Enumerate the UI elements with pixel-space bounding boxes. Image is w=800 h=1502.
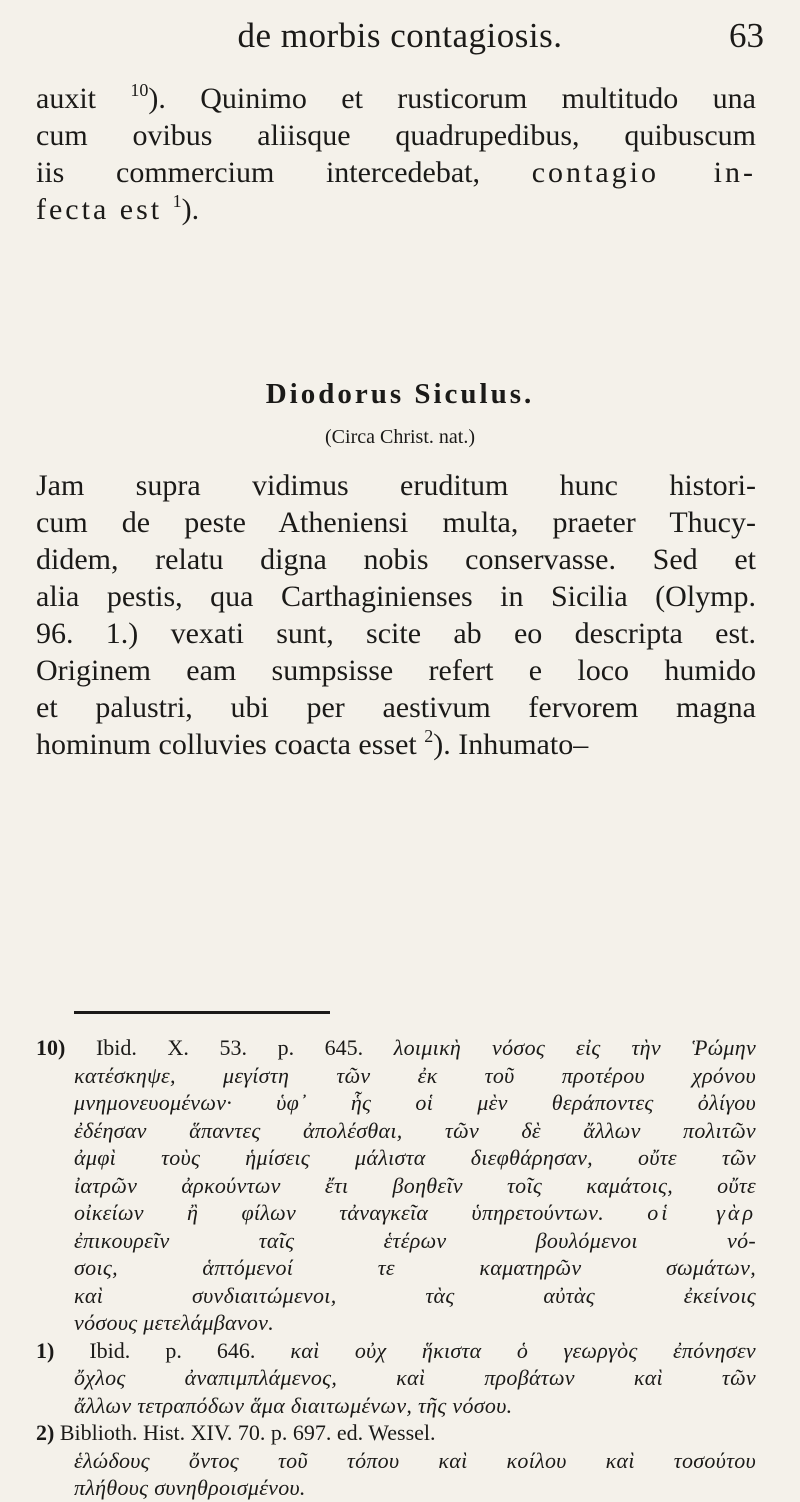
text-line: didem, relatu digna nobis conservasse. Sed et <box>36 543 756 576</box>
paragraph-diodorus <box>36 467 756 763</box>
footnote-ref: 2 <box>424 726 434 746</box>
text-line: cum ovibus aliisque quadrupedibus, quibuscum <box>36 119 756 152</box>
text-line: cum de peste Atheniensi multa, praeter Thucy- <box>36 506 756 539</box>
footnote-ref: 10 <box>130 80 149 100</box>
note-line: μνημονευομένων· ὑφ᾽ ἧς οἱ μὲν θεράποντες ὀλίγου <box>74 1090 756 1115</box>
text-line: Originem eam sumpsisse refert e loco humido <box>36 654 756 687</box>
page-number: 63 <box>729 16 764 55</box>
note-line: ἄλλων τετραπόδων ἅμα διαιτωμένων, τῆς νόσου. <box>74 1392 513 1418</box>
note-line: ἐδέησαν ἅπαντες ἀπολέσθαι, τῶν δὲ ἄλλων πολιτῶν <box>74 1117 756 1143</box>
note-line: καὶ συνδιαιτώμενοι, τὰς αὐτὰς ἐκείνοις <box>74 1282 756 1308</box>
text-line: auxit $^{10}$). Quinimo et rusticorum multitudo una <box>36 80 756 115</box>
note-line: οἰκείων ἢ φίλων τἀναγκεῖα ὑπηρετούντων. οἱ γὰρ <box>74 1200 757 1225</box>
note-line: ἀμφὶ τοὺς ἡμίσεις μάλιστα διεφθάρησαν, οὔτε τῶν <box>74 1145 756 1170</box>
section-subtitle: (Circa Christ. nat.) <box>325 426 475 448</box>
note-line: ἰατρῶν ἀρκούντων ἔτι βοηθεῖν τοῖς καμάτοις, οὔτε <box>74 1172 756 1198</box>
text-line: Jam supra vidimus eruditum hunc histori- <box>36 469 756 502</box>
text-line: hominum colluvies coacta esset $^2$). Inhumato– <box>36 726 589 761</box>
footnote-2 <box>36 1419 756 1502</box>
note-line: σοις, ἁπτόμενοί τε καματηρῶν σωμάτων, <box>74 1255 756 1280</box>
running-title: de morbis contagiosis. <box>237 16 563 55</box>
footnote-ref: 1 <box>172 191 182 211</box>
note-line: 10) Ibid. X. 53. p. 645. λοιμικὴ νόσος εἰς τὴν Ῥώμην <box>36 1035 757 1060</box>
footnote-divider <box>74 1011 330 1014</box>
note-line: 1) Ibid. p. 646. καὶ οὐχ ἥκιστα ὁ γεωργὸς ἐπόνησεν <box>36 1337 756 1363</box>
text-line: iis commercium intercedebat, contagio in- <box>36 156 756 189</box>
running-head <box>0 14 800 64</box>
paragraph-quinimo <box>36 80 756 228</box>
note-line: νόσους μετελάμβανον. <box>74 1310 275 1335</box>
note-line: ἑλώδους ὄντος τοῦ τόπου καὶ κοίλου καὶ τοσούτου <box>74 1447 756 1473</box>
note-line: ἐπικουρεῖν ταῖς ἑτέρων βουλόμενοι νό- <box>74 1227 756 1253</box>
text-line: alia pestis, qua Carthaginienses in Sicilia (Olymp. <box>36 580 756 613</box>
note-line: πλήθους συνηθροισμένου. <box>74 1475 306 1500</box>
footnote-10 <box>36 1034 756 1337</box>
section-heading: Diodorus Siculus. <box>265 378 535 410</box>
footnote-1 <box>36 1337 756 1420</box>
text-line: et palustri, ubi per aestivum fervorem magna <box>36 691 756 724</box>
note-line: κατέσκηψε, μεγίστη τῶν ἐκ τοῦ προτέρου χρόνου <box>74 1062 756 1088</box>
text-line: 96. 1.) vexati sunt, scite ab eo descripta est. <box>36 617 756 650</box>
note-line: ὄχλος ἀναπιμπλάμενος, καὶ προβάτων καὶ τῶν <box>74 1365 756 1390</box>
note-line: 2) Biblioth. Hist. XIV. 70. p. 697. ed. Wessel. <box>36 1420 436 1445</box>
footnotes <box>36 1034 756 1502</box>
text-line: fecta est $^1$). <box>36 191 200 226</box>
